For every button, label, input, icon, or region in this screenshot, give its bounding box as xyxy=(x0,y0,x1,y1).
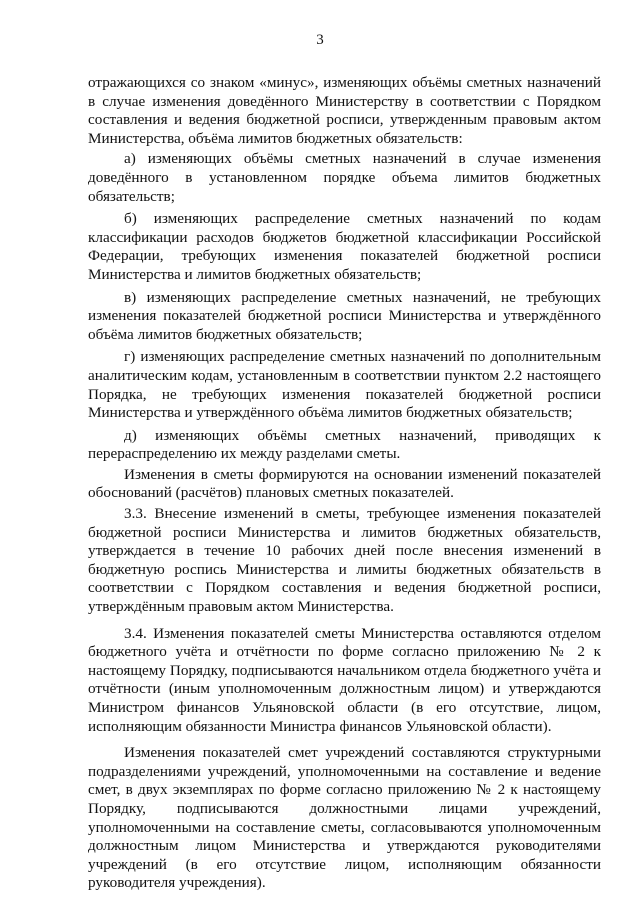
page-number: 3 xyxy=(316,32,324,48)
list-item-d: д) изменяющих объёмы сметных назначений, приводящих к перераспределению их между разделами сметы. xyxy=(88,426,601,463)
document-body xyxy=(88,74,601,893)
list-item-a: а) изменяющих объёмы сметных назначений в случае изменения доведённого в установленном порядке объема лимитов бюджетных обязательств; xyxy=(88,150,601,205)
clause-3-3: 3.3. Внесение изменений в сметы, требующее изменения показателей бюджетной росписи Министерства и лимитов бюджетных обязательств, утверждается в течение 10 рабочих дней после внесения изменений в бюджетную роспись Министерства и лимиты бюджетных обязательств в соответствии с Порядком составления и ведения бюджетной росписи, утверждённым правовым актом Министерства. xyxy=(88,505,601,616)
paragraph-institution-changes: Изменения показателей смет учреждений составляются структурными подразделениями учреждений, уполномоченными на составление и ведение смет, в двух экземплярах по форме согласно приложению № 2 к настоящему Порядку, подписываются должностными лицами учреждений, уполномоченными на составление сметы, согласовываются уполномоченным должностным лицом Министерства и утверждаются руководителями учреждений (в его отсутствие лицом, исполняющим обязанности руководителя учреждения). xyxy=(88,744,601,892)
list-item-g: г) изменяющих распределение сметных назначений по дополнительным аналитическим кодам, установленным в соответствии пунктом 2.2 настоящего Порядка, не требующих изменения показателей бюджетной росписи Министерства и утверждённого объёма лимитов бюджетных обязательств; xyxy=(88,348,601,422)
list-item-b: б) изменяющих распределение сметных назначений по кодам классификации расходов бюджетов бюджетной классификации Российской Федерации, требующих изменения показателей бюджетной росписи Министерства и лимитов бюджетных обязательств; xyxy=(88,210,601,283)
list-item-v: в) изменяющих распределение сметных назначений, не требующих изменения показателей бюджетной росписи Министерства и утверждённого объёма лимитов бюджетных обязательств; xyxy=(88,288,601,343)
paragraph-changes-basis: Изменения в сметы формируются на основании изменений показателей обоснований (расчётов) плановых сметных показателей. xyxy=(88,465,601,502)
clause-3-4: 3.4. Изменения показателей сметы Министерства оставляются отделом бюджетного учёта и отчётности по форме согласно приложению № 2 к настоящему Порядку, подписываются начальником отдела бюджетного учёта и отчётности (иным уполномоченным должностным лицом) и утверждаются Министром финансов Ульяновской области (в его отсутствие, лицом, исполняющим обязанности Министра финансов Ульяновской области). xyxy=(88,624,601,735)
paragraph-continuation: отражающихся со знаком «минус», изменяющих объёмы сметных назначений в случае изменения доведённого Министерству в соответствии с Порядком составления и ведения бюджетной росписи, утвержденным правовым актом Министерства, объёма лимитов бюджетных обязательств: xyxy=(88,74,601,147)
